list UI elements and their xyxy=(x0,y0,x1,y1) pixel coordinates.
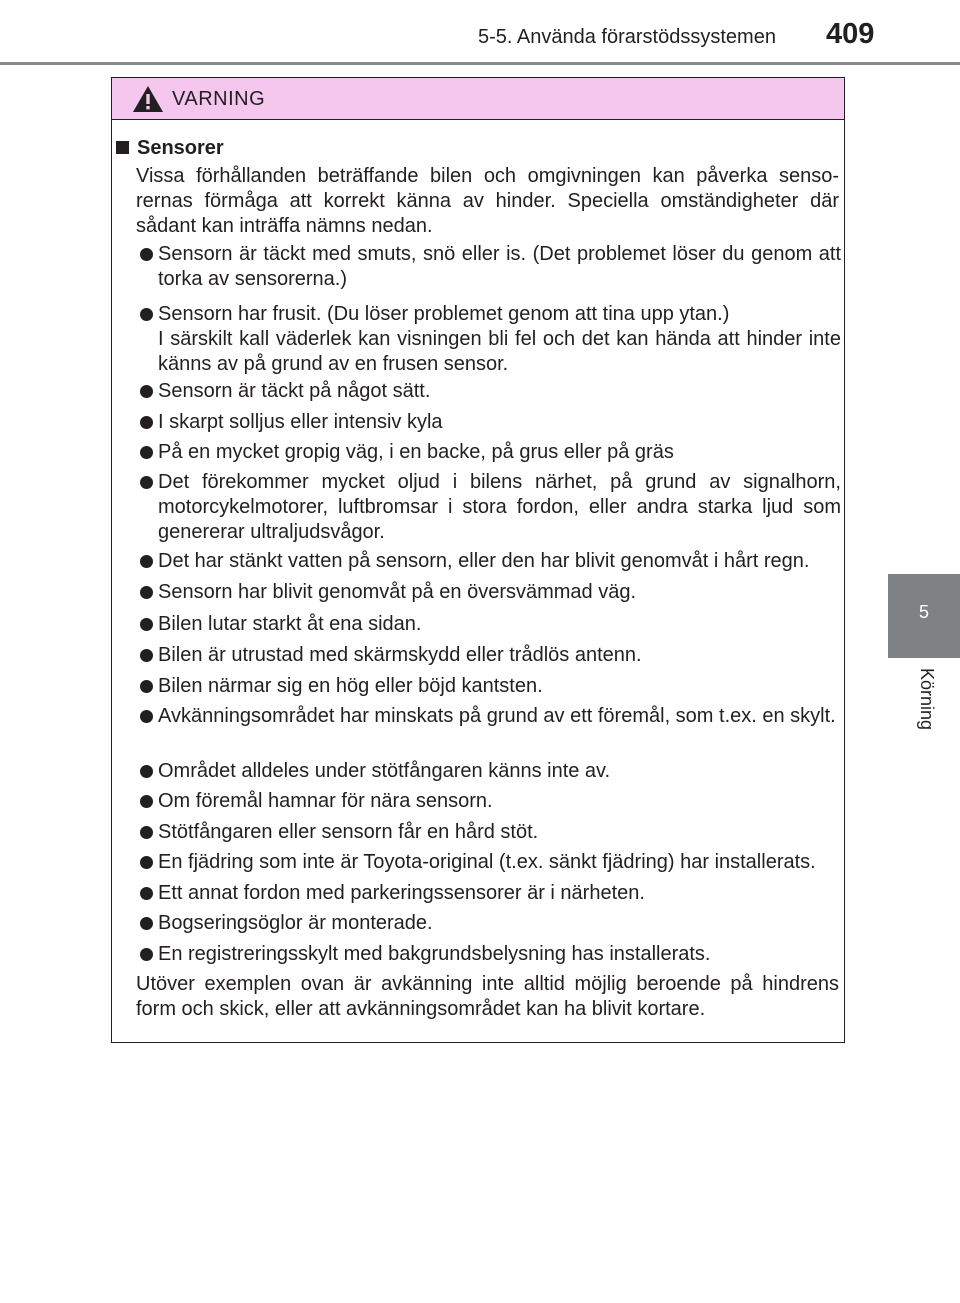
list-item-text: Området alldeles under stötfångaren känns inte av. xyxy=(158,760,611,782)
list-item xyxy=(136,674,841,699)
list-item xyxy=(136,612,841,637)
chapter-tab xyxy=(888,574,960,658)
bullet-icon xyxy=(140,308,153,321)
chapter-label: Körning xyxy=(917,668,937,731)
bullet-icon xyxy=(140,917,153,930)
header-divider xyxy=(0,62,960,65)
bullet-icon xyxy=(140,680,153,693)
list-item xyxy=(136,850,841,875)
list-item xyxy=(136,302,841,377)
list-item xyxy=(136,470,841,545)
list-item xyxy=(136,789,841,814)
bullet-icon xyxy=(140,586,153,599)
bullet-icon xyxy=(140,710,153,723)
bullet-icon xyxy=(140,248,153,261)
bullet-icon xyxy=(140,618,153,631)
warning-title: VARNING xyxy=(172,88,266,110)
list-item xyxy=(136,440,841,465)
bullet-icon xyxy=(140,555,153,568)
outro-paragraph: Utöver exemplen ovan är avkänning inte alltid möjlig beroende på hindrens form och skick, eller att avkänningsområdet kan ha blivit kortare. xyxy=(136,973,839,1020)
section-heading-text: Sensorer xyxy=(137,137,224,159)
page-number: 409 xyxy=(826,18,875,50)
list-item xyxy=(136,242,841,292)
bullet-icon xyxy=(140,385,153,398)
list-item xyxy=(136,549,841,574)
list-item xyxy=(136,643,841,668)
list-item-text: Bilen närmar sig en hög eller böjd kantsten. xyxy=(158,675,543,697)
list-item-text: Bogseringsöglor är monterade. xyxy=(158,912,433,934)
list-item-text: Ett annat fordon med parkeringssensorer är i närheten. xyxy=(158,882,645,904)
list-item xyxy=(136,704,841,729)
warning-header xyxy=(112,78,844,120)
bullet-icon xyxy=(140,948,153,961)
list-item xyxy=(136,942,841,967)
warning-box xyxy=(111,77,845,1043)
list-item-text: Avkänningsområdet har minskats på grund av ett föremål, som t.ex. en skylt. xyxy=(158,705,836,727)
bullet-icon xyxy=(140,476,153,489)
list-item xyxy=(136,820,841,845)
intro-paragraph: Vissa förhållanden beträffande bilen och omgivningen kan påverka senso- rernas förmåga att korrekt känna av hinder. Speciella omständigheter där sådant kan inträffa nämns nedan. xyxy=(136,165,839,237)
square-bullet-icon xyxy=(116,141,129,154)
list-item xyxy=(136,881,841,906)
bullet-icon xyxy=(140,795,153,808)
section-heading xyxy=(116,137,224,160)
bullet-icon xyxy=(140,765,153,778)
warning-triangle-icon xyxy=(132,85,164,113)
list-item-text: Om föremål hamnar för nära sensorn. xyxy=(158,790,493,812)
bullet-icon xyxy=(140,416,153,429)
bullet-icon xyxy=(140,826,153,839)
list-item-text: Bilen är utrustad med skärmskydd eller trådlös antenn. xyxy=(158,644,642,666)
list-item-text: Stötfångaren eller sensorn får en hård stöt. xyxy=(158,821,539,843)
list-item xyxy=(136,410,841,435)
list-item-text: Bilen lutar starkt åt ena sidan. xyxy=(158,613,422,635)
list-item-text: Sensorn har frusit. (Du löser problemet genom att tina upp ytan.) I särskilt kall väderlek kan visningen bli fel och det kan hända att hinder inte känns av på grund av en frusen sensor. xyxy=(158,303,841,375)
list-item-text: En fjädring som inte är Toyota-original (t.ex. sänkt fjädring) har installerats. xyxy=(158,851,816,873)
list-item xyxy=(136,759,841,784)
list-item-text: Det har stänkt vatten på sensorn, eller den har blivit genomvåt i hårt regn. xyxy=(158,550,810,572)
list-item-text: Sensorn har blivit genomvåt på en översvämmad väg. xyxy=(158,581,637,603)
list-item-text: Sensorn är täckt med smuts, snö eller is. (Det problemet löser du genom att torka av sensorerna.) xyxy=(158,243,841,290)
list-item-text: Det förekommer mycket oljud i bilens närhet, på grund av signalhorn, motorcykelmotorer, luftbromsar i stora fordon, eller andra starka ljud som genererar ultraljudsvågor. xyxy=(158,471,841,543)
list-item xyxy=(136,580,841,605)
list-item-text: På en mycket gropig väg, i en backe, på grus eller på gräs xyxy=(158,441,674,463)
bullet-icon xyxy=(140,446,153,459)
chapter-number: 5 xyxy=(918,602,929,622)
section-title: 5-5. Använda förarstödssystemen xyxy=(478,26,776,48)
list-item-text: En registreringsskylt med bakgrundsbelysning has installerats. xyxy=(158,943,711,965)
list-item-text: Sensorn är täckt på något sätt. xyxy=(158,380,431,402)
list-item xyxy=(136,379,841,404)
bullet-icon xyxy=(140,856,153,869)
bullet-icon xyxy=(140,887,153,900)
bullet-icon xyxy=(140,649,153,662)
list-item-text: I skarpt solljus eller intensiv kyla xyxy=(158,411,443,433)
list-item xyxy=(136,911,841,936)
